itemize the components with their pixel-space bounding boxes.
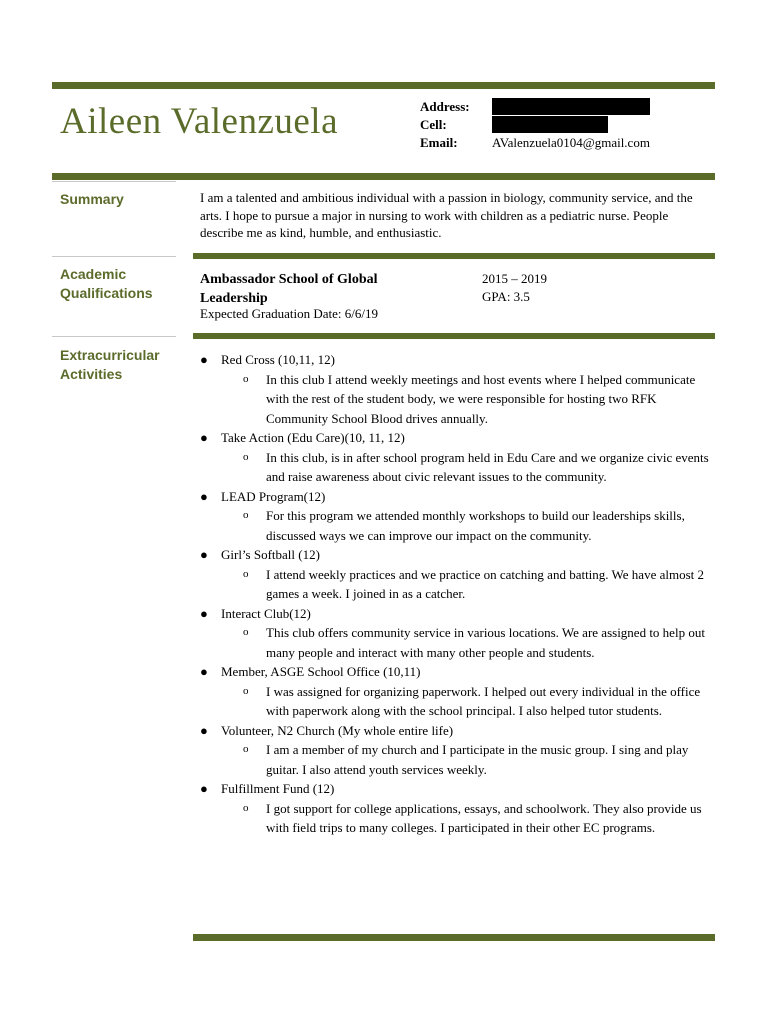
address-label: Address: xyxy=(420,99,470,114)
attendance-years: 2015 – 2019 xyxy=(482,271,547,286)
activity-description: I was assigned for organizing paperwork. I helped out every individual in the office with paperwork along with the school principal. I also helped tutor students. xyxy=(266,683,701,718)
activity-description: I got support for college applications, essays, and schoolwork. They also provide us with field trips to many colleges. I participated in their other EC programs. xyxy=(266,800,702,835)
list-item xyxy=(200,487,712,546)
list-item xyxy=(200,779,712,838)
activity-title: Interact Club(12) xyxy=(221,605,311,621)
list-item xyxy=(200,350,712,428)
sub-bullet-icon: o xyxy=(243,684,249,697)
list-item xyxy=(200,721,712,780)
sub-bullet-icon: o xyxy=(243,450,249,463)
list-item xyxy=(200,604,712,663)
sub-bullet-icon: o xyxy=(243,801,249,814)
candidate-name: Aileen Valenzuela xyxy=(60,101,338,142)
sidebar-divider xyxy=(52,336,176,337)
activity-title: Member, ASGE School Office (10,11) xyxy=(221,664,421,679)
activity-description: I am a member of my church and I participate in the music group. I sing and play guitar. I also attend youth services weekly. xyxy=(266,742,689,777)
sub-bullet-icon: o xyxy=(243,567,249,580)
graduation-date: Expected Graduation Date: 6/6/19 xyxy=(200,306,378,321)
summary-bottom-rule xyxy=(193,253,715,259)
academic-years xyxy=(482,270,547,306)
activity-description: In this club I attend weekly meetings and host events where I helped communicate with the rest of the student body, we were responsible for hosting two RFK Community School Blood drives annually. xyxy=(266,371,696,426)
activity-title: Take Action (Edu Care)(10, 11, 12) xyxy=(221,430,405,445)
email-value: AValenzuela0104@gmail.com xyxy=(492,135,650,150)
bullet-icon: ● xyxy=(200,664,208,679)
bullet-icon: ● xyxy=(200,781,208,796)
academic-bottom-rule xyxy=(193,333,715,339)
contact-block xyxy=(420,98,650,152)
academic-heading: Academic Qualifications xyxy=(60,266,153,301)
email-row xyxy=(420,134,650,152)
activity-title: Red Cross (10,11, 12) xyxy=(221,352,335,367)
activity-title: LEAD Program(12) xyxy=(221,488,326,504)
summary-heading: Summary xyxy=(60,191,124,207)
activity-title: Volunteer, N2 Church (My whole entire life) xyxy=(221,722,454,738)
activity-description: In this club, is in after school program held in Edu Care and we organize civic events and raise awareness about civic relevant issues to the community. xyxy=(266,449,709,484)
sidebar-divider xyxy=(52,181,176,182)
sidebar-divider xyxy=(52,256,176,257)
sub-bullet-icon: o xyxy=(243,743,249,755)
sub-bullet-icon: o xyxy=(243,509,249,521)
sub-bullet-icon: o xyxy=(243,372,249,385)
bullet-icon: ● xyxy=(200,352,208,367)
list-item xyxy=(200,545,712,604)
email-label: Email: xyxy=(420,135,458,150)
header-top-rule xyxy=(52,82,715,89)
activity-title: Fulfillment Fund (12) xyxy=(221,781,335,796)
activity-description: This club offers community service in various locations. We are assigned to help out many people and interact with many other people and students. xyxy=(266,625,705,660)
sub-bullet-icon: o xyxy=(243,626,249,638)
summary-text: I am a talented and ambitious individual with a passion in biology, community service, and the arts. I hope to pursue a major in nursing to work with children as a pediatric nurse. People describe me as kind, humble, and enthusiastic. xyxy=(200,190,693,240)
activity-description: For this program we attended monthly workshops to build our leaderships skills, discussed ways we can improve our impact on the community. xyxy=(266,508,685,543)
activity-description: I attend weekly practices and we practice on catching and batting. We have almost 2 games a week. I joined in as a catcher. xyxy=(266,566,705,601)
gpa: GPA: 3.5 xyxy=(482,289,530,304)
address-redaction xyxy=(492,98,650,115)
list-item xyxy=(200,662,712,721)
activity-title: Girl’s Softball (12) xyxy=(221,547,320,562)
activities-list xyxy=(200,350,712,838)
bullet-icon: ● xyxy=(200,488,208,504)
bullet-icon: ● xyxy=(200,430,208,445)
bullet-icon: ● xyxy=(200,722,208,738)
cell-label: Cell: xyxy=(420,117,447,132)
address-row xyxy=(420,98,650,116)
header-bottom-rule xyxy=(52,173,715,180)
list-item xyxy=(200,428,712,487)
activities-heading: Extracurricular Activities xyxy=(60,347,160,382)
school-name: Ambassador School of Global Leadership xyxy=(200,272,378,306)
footer-rule xyxy=(193,934,715,941)
cell-redaction xyxy=(492,116,608,133)
bullet-icon: ● xyxy=(200,547,208,562)
bullet-icon: ● xyxy=(200,605,208,621)
cell-row xyxy=(420,116,650,134)
